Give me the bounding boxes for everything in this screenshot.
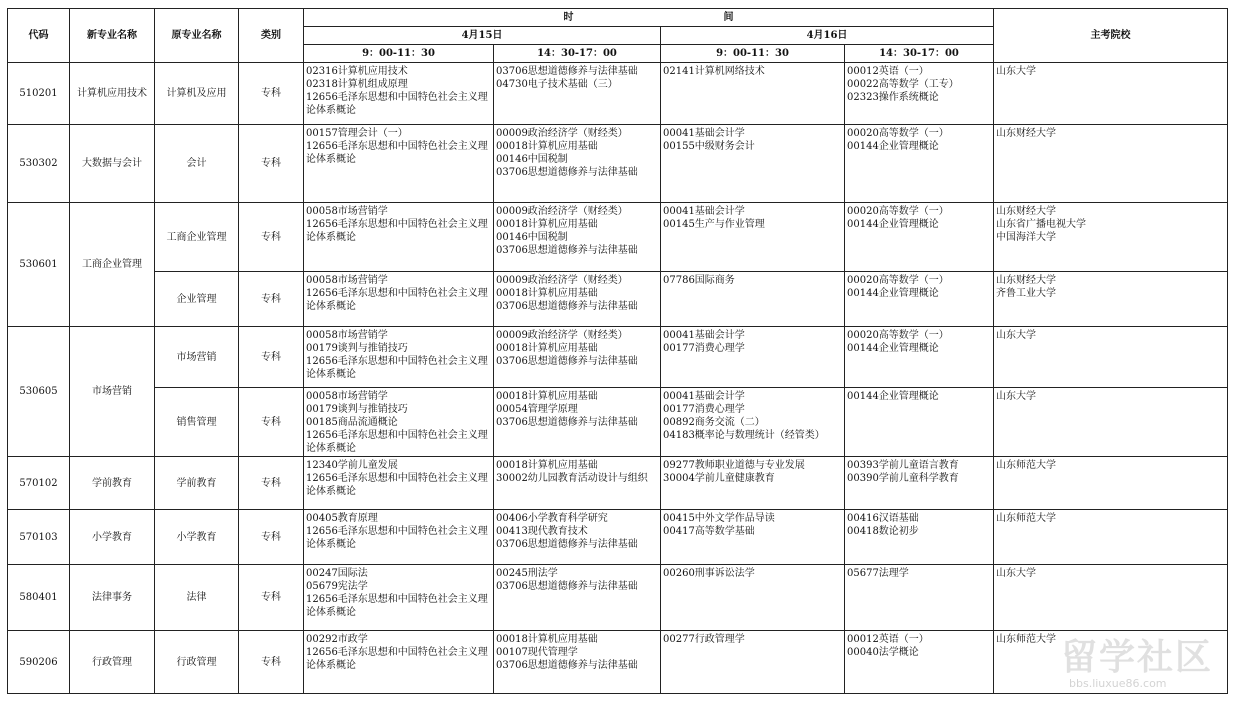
day2-pm-courses bbox=[845, 388, 994, 457]
day1-pm-courses bbox=[494, 565, 661, 631]
course-item: 00185商品流通概论 bbox=[306, 417, 398, 428]
course-item: 00292市政学 bbox=[306, 634, 368, 645]
course-item: 00277行政管理学 bbox=[663, 634, 745, 645]
course-item: 03706思想道德修养与法律基础 bbox=[496, 245, 638, 256]
day2-am-courses bbox=[661, 327, 845, 388]
day2-pm-courses bbox=[845, 125, 994, 203]
course-item: 00247国际法 bbox=[306, 568, 368, 579]
course-item: 12656毛泽东思想和中国特色社会主义理论体系概论 bbox=[306, 141, 488, 165]
new-major-name: 工商企业管理 bbox=[70, 203, 155, 327]
examining-institution bbox=[994, 272, 1228, 327]
course-item: 00018计算机应用基础 bbox=[496, 219, 598, 230]
course-item: 30002幼儿园教育活动设计与组织 bbox=[496, 473, 648, 484]
course-item: 00413现代教育技术 bbox=[496, 526, 588, 537]
course-item: 04183概率论与数理统计（经管类） bbox=[663, 430, 825, 441]
day1-pm-courses bbox=[494, 272, 661, 327]
day2-am-courses bbox=[661, 565, 845, 631]
course-item: 00177消费心理学 bbox=[663, 343, 745, 354]
day2-am-courses bbox=[661, 510, 845, 565]
schedule-body bbox=[8, 63, 1228, 694]
watermark-url: bbs.liuxue86.com bbox=[1069, 677, 1167, 690]
course-item: 12656毛泽东思想和中国特色社会主义理论体系概论 bbox=[306, 219, 488, 243]
course-item: 00144企业管理概论 bbox=[847, 343, 939, 354]
major-code: 580401 bbox=[8, 565, 70, 631]
course-item: 00040法学概论 bbox=[847, 647, 919, 658]
examining-institution bbox=[994, 457, 1228, 510]
major-category: 专科 bbox=[239, 272, 304, 327]
day1-am-courses bbox=[304, 457, 494, 510]
course-item: 00144企业管理概论 bbox=[847, 219, 939, 230]
major-code: 510201 bbox=[8, 63, 70, 125]
course-item: 00022高等数学（工专） bbox=[847, 79, 959, 90]
old-major-name: 小学教育 bbox=[155, 510, 239, 565]
header-time-char-2: 间 bbox=[723, 12, 734, 23]
course-item: 00009政治经济学（财经类） bbox=[496, 206, 628, 217]
old-major-name: 行政管理 bbox=[155, 631, 239, 694]
major-code: 570102 bbox=[8, 457, 70, 510]
header-category: 类别 bbox=[239, 9, 304, 63]
day1-am-courses bbox=[304, 631, 494, 694]
course-item: 00415中外文学作品导读 bbox=[663, 513, 775, 524]
course-item: 12656毛泽东思想和中国特色社会主义理论体系概论 bbox=[306, 430, 488, 454]
old-major-name: 市场营销 bbox=[155, 327, 239, 388]
course-item: 12656毛泽东思想和中国特色社会主义理论体系概论 bbox=[306, 594, 488, 618]
table-row bbox=[8, 565, 1228, 631]
course-item: 02323操作系统概论 bbox=[847, 92, 939, 103]
table-row bbox=[8, 63, 1228, 125]
day1-pm-courses bbox=[494, 457, 661, 510]
day2-am-courses bbox=[661, 63, 845, 125]
table-row bbox=[8, 327, 1228, 388]
header-new-major: 新专业名称 bbox=[70, 9, 155, 63]
course-item: 山东省广播电视大学 bbox=[996, 219, 1086, 230]
course-item: 00245刑法学 bbox=[496, 568, 558, 579]
course-item: 00020高等数学（一） bbox=[847, 128, 949, 139]
course-item: 00012英语（一） bbox=[847, 634, 929, 645]
course-item: 04730电子技术基础（三） bbox=[496, 79, 618, 90]
day2-am-courses bbox=[661, 203, 845, 272]
course-item: 12656毛泽东思想和中国特色社会主义理论体系概论 bbox=[306, 473, 488, 497]
header-time-char-1: 时 bbox=[563, 12, 574, 23]
course-item: 02318计算机组成原理 bbox=[306, 79, 408, 90]
day2-pm-courses bbox=[845, 457, 994, 510]
course-item: 00058市场营销学 bbox=[306, 330, 388, 341]
course-item: 03706思想道德修养与法律基础 bbox=[496, 660, 638, 671]
course-item: 00020高等数学（一） bbox=[847, 330, 949, 341]
course-item: 03706思想道德修养与法律基础 bbox=[496, 417, 638, 428]
watermark-text: 留学社区 bbox=[1061, 637, 1214, 678]
new-major-name: 学前教育 bbox=[70, 457, 155, 510]
new-major-name: 大数据与会计 bbox=[70, 125, 155, 203]
course-item: 山东大学 bbox=[996, 66, 1036, 77]
header-old-major: 原专业名称 bbox=[155, 9, 239, 63]
course-item: 山东师范大学 bbox=[996, 460, 1056, 471]
new-major-name: 小学教育 bbox=[70, 510, 155, 565]
header-day2-am: 9：00-11：30 bbox=[661, 45, 845, 63]
day1-am-courses bbox=[304, 388, 494, 457]
header-code: 代码 bbox=[8, 9, 70, 63]
course-item: 12656毛泽东思想和中国特色社会主义理论体系概论 bbox=[306, 356, 488, 380]
table-row bbox=[8, 631, 1228, 694]
major-category: 专科 bbox=[239, 125, 304, 203]
course-item: 03706思想道德修养与法律基础 bbox=[496, 66, 638, 77]
course-item: 00146中国税制 bbox=[496, 232, 568, 243]
header-time bbox=[304, 9, 994, 27]
day2-pm-courses bbox=[845, 327, 994, 388]
old-major-name: 企业管理 bbox=[155, 272, 239, 327]
course-item: 00144企业管理概论 bbox=[847, 288, 939, 299]
course-item: 00054管理学原理 bbox=[496, 404, 578, 415]
course-item: 00041基础会计学 bbox=[663, 128, 745, 139]
course-item: 00146中国税制 bbox=[496, 154, 568, 165]
course-item: 00041基础会计学 bbox=[663, 391, 745, 402]
course-item: 30004学前儿童健康教育 bbox=[663, 473, 775, 484]
header-institution: 主考院校 bbox=[994, 9, 1228, 63]
day1-pm-courses bbox=[494, 510, 661, 565]
old-major-name: 计算机及应用 bbox=[155, 63, 239, 125]
course-item: 00020高等数学（一） bbox=[847, 206, 949, 217]
course-item: 齐鲁工业大学 bbox=[996, 288, 1056, 299]
major-category: 专科 bbox=[239, 203, 304, 272]
day1-pm-courses bbox=[494, 203, 661, 272]
header-day1-am: 9：00-11：30 bbox=[304, 45, 494, 63]
course-item: 05677法理学 bbox=[847, 568, 909, 579]
day2-am-courses bbox=[661, 457, 845, 510]
course-item: 03706思想道德修养与法律基础 bbox=[496, 301, 638, 312]
day2-pm-courses bbox=[845, 510, 994, 565]
table-row bbox=[8, 272, 1228, 327]
old-major-name: 会计 bbox=[155, 125, 239, 203]
watermark-logo bbox=[1061, 638, 1221, 692]
major-category: 专科 bbox=[239, 63, 304, 125]
course-item: 00018计算机应用基础 bbox=[496, 141, 598, 152]
day1-am-courses bbox=[304, 63, 494, 125]
examining-institution bbox=[994, 510, 1228, 565]
course-item: 00058市场营销学 bbox=[306, 275, 388, 286]
course-item: 05679宪法学 bbox=[306, 581, 368, 592]
header-day-1: 4月15日 bbox=[304, 27, 661, 45]
course-item: 00177消费心理学 bbox=[663, 404, 745, 415]
course-item: 00018计算机应用基础 bbox=[496, 634, 598, 645]
course-item: 00041基础会计学 bbox=[663, 330, 745, 341]
major-category: 专科 bbox=[239, 565, 304, 631]
course-item: 中国海洋大学 bbox=[996, 232, 1056, 243]
examining-institution bbox=[994, 203, 1228, 272]
new-major-name: 法律事务 bbox=[70, 565, 155, 631]
examining-institution bbox=[994, 565, 1228, 631]
course-item: 山东大学 bbox=[996, 330, 1036, 341]
course-item: 00058市场营销学 bbox=[306, 206, 388, 217]
course-item: 00393学前儿童语言教育 bbox=[847, 460, 959, 471]
course-item: 12656毛泽东思想和中国特色社会主义理论体系概论 bbox=[306, 288, 488, 312]
old-major-name: 法律 bbox=[155, 565, 239, 631]
day2-am-courses bbox=[661, 272, 845, 327]
major-category: 专科 bbox=[239, 631, 304, 694]
header-day1-pm: 14：30-17：00 bbox=[494, 45, 661, 63]
day1-pm-courses bbox=[494, 631, 661, 694]
day1-pm-courses bbox=[494, 63, 661, 125]
course-item: 00390学前儿童科学教育 bbox=[847, 473, 959, 484]
new-major-name: 计算机应用技术 bbox=[70, 63, 155, 125]
major-category: 专科 bbox=[239, 388, 304, 457]
major-category: 专科 bbox=[239, 457, 304, 510]
day1-am-courses bbox=[304, 272, 494, 327]
examining-institution bbox=[994, 63, 1228, 125]
new-major-name: 行政管理 bbox=[70, 631, 155, 694]
course-item: 00406小学教育科学研究 bbox=[496, 513, 608, 524]
day1-pm-courses bbox=[494, 125, 661, 203]
course-item: 00417高等数学基础 bbox=[663, 526, 755, 537]
course-item: 12340学前儿童发展 bbox=[306, 460, 398, 471]
new-major-name: 市场营销 bbox=[70, 327, 155, 457]
major-code: 530605 bbox=[8, 327, 70, 457]
course-item: 山东大学 bbox=[996, 391, 1036, 402]
major-category: 专科 bbox=[239, 510, 304, 565]
course-item: 00260刑事诉讼法学 bbox=[663, 568, 755, 579]
course-item: 00020高等数学（一） bbox=[847, 275, 949, 286]
course-item: 00058市场营销学 bbox=[306, 391, 388, 402]
examining-institution bbox=[994, 125, 1228, 203]
table-row bbox=[8, 125, 1228, 203]
course-item: 00144企业管理概论 bbox=[847, 391, 939, 402]
header-day2-pm: 14：30-17：00 bbox=[845, 45, 994, 63]
day1-pm-courses bbox=[494, 327, 661, 388]
course-item: 03706思想道德修养与法律基础 bbox=[496, 356, 638, 367]
course-item: 00009政治经济学（财经类） bbox=[496, 275, 628, 286]
course-item: 02141计算机网络技术 bbox=[663, 66, 765, 77]
course-item: 00179谈判与推销技巧 bbox=[306, 404, 408, 415]
course-item: 12656毛泽东思想和中国特色社会主义理论体系概论 bbox=[306, 92, 488, 116]
course-item: 00155中级财务会计 bbox=[663, 141, 755, 152]
day2-pm-courses bbox=[845, 565, 994, 631]
old-major-name: 工商企业管理 bbox=[155, 203, 239, 272]
examining-institution bbox=[994, 327, 1228, 388]
examining-institution bbox=[994, 388, 1228, 457]
course-item: 00179谈判与推销技巧 bbox=[306, 343, 408, 354]
course-item: 07786国际商务 bbox=[663, 275, 735, 286]
day1-am-courses bbox=[304, 125, 494, 203]
course-item: 00009政治经济学（财经类） bbox=[496, 128, 628, 139]
day2-pm-courses bbox=[845, 631, 994, 694]
table-row bbox=[8, 203, 1228, 272]
course-item: 山东师范大学 bbox=[996, 634, 1056, 645]
day2-pm-courses bbox=[845, 63, 994, 125]
day1-am-courses bbox=[304, 203, 494, 272]
course-item: 02316计算机应用技术 bbox=[306, 66, 408, 77]
course-item: 03706思想道德修养与法律基础 bbox=[496, 581, 638, 592]
major-code: 590206 bbox=[8, 631, 70, 694]
day2-am-courses bbox=[661, 125, 845, 203]
exam-schedule-table bbox=[7, 8, 1228, 694]
course-item: 00145生产与作业管理 bbox=[663, 219, 765, 230]
day1-am-courses bbox=[304, 510, 494, 565]
major-code: 570103 bbox=[8, 510, 70, 565]
course-item: 00892商务交流（二） bbox=[663, 417, 765, 428]
course-item: 00157管理会计（一） bbox=[306, 128, 408, 139]
course-item: 00041基础会计学 bbox=[663, 206, 745, 217]
day2-am-courses bbox=[661, 388, 845, 457]
header-day-2: 4月16日 bbox=[661, 27, 994, 45]
table-row bbox=[8, 510, 1228, 565]
course-item: 00144企业管理概论 bbox=[847, 141, 939, 152]
course-item: 00405教育原理 bbox=[306, 513, 378, 524]
course-item: 00012英语（一） bbox=[847, 66, 929, 77]
course-item: 山东大学 bbox=[996, 568, 1036, 579]
course-item: 山东师范大学 bbox=[996, 513, 1056, 524]
day2-am-courses bbox=[661, 631, 845, 694]
course-item: 00018计算机应用基础 bbox=[496, 288, 598, 299]
day1-am-courses bbox=[304, 565, 494, 631]
course-item: 09277教师职业道德与专业发展 bbox=[663, 460, 805, 471]
course-item: 00416汉语基础 bbox=[847, 513, 919, 524]
day1-pm-courses bbox=[494, 388, 661, 457]
day2-pm-courses bbox=[845, 272, 994, 327]
old-major-name: 销售管理 bbox=[155, 388, 239, 457]
course-item: 03706思想道德修养与法律基础 bbox=[496, 539, 638, 550]
course-item: 00018计算机应用基础 bbox=[496, 391, 598, 402]
major-code: 530302 bbox=[8, 125, 70, 203]
table-row bbox=[8, 388, 1228, 457]
course-item: 山东财经大学 bbox=[996, 275, 1056, 286]
course-item: 00009政治经济学（财经类） bbox=[496, 330, 628, 341]
major-category: 专科 bbox=[239, 327, 304, 388]
major-code: 530601 bbox=[8, 203, 70, 327]
day1-am-courses bbox=[304, 327, 494, 388]
course-item: 12656毛泽东思想和中国特色社会主义理论体系概论 bbox=[306, 647, 488, 671]
day2-pm-courses bbox=[845, 203, 994, 272]
table-row bbox=[8, 457, 1228, 510]
old-major-name: 学前教育 bbox=[155, 457, 239, 510]
course-item: 山东财经大学 bbox=[996, 206, 1056, 217]
course-item: 00418数论初步 bbox=[847, 526, 919, 537]
course-item: 山东财经大学 bbox=[996, 128, 1056, 139]
course-item: 03706思想道德修养与法律基础 bbox=[496, 167, 638, 178]
course-item: 00107现代管理学 bbox=[496, 647, 578, 658]
course-item: 00018计算机应用基础 bbox=[496, 343, 598, 354]
course-item: 00018计算机应用基础 bbox=[496, 460, 598, 471]
course-item: 12656毛泽东思想和中国特色社会主义理论体系概论 bbox=[306, 526, 488, 550]
